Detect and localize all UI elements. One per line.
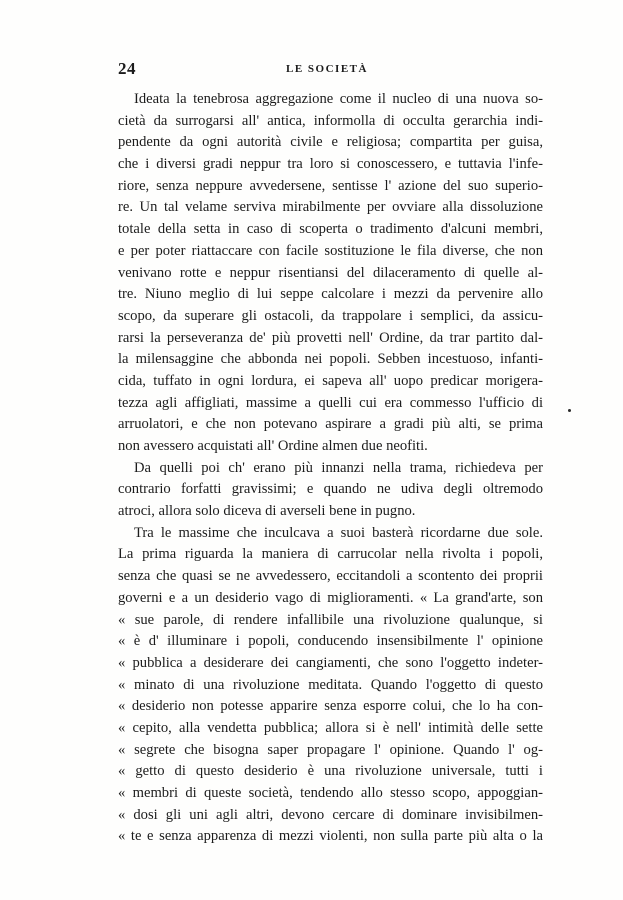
text-line: « cepito, alla vendetta pubblica; allora si è nell' intimità delle sette [118, 719, 543, 736]
text-line: « dosi gli uni agli altri, devono cercare di dominare invisibilmen- [118, 806, 543, 823]
text-line: re. Un tal velame serviva mirabilmente per ovviare alla dissoluzione [118, 199, 543, 216]
text-line: contrario forfatti gravissimi; e quando ne udiva degli oltremodo [118, 481, 543, 498]
text-line: Ideata la tenebrosa aggregazione come il nucleo di una nuova so- [134, 91, 543, 107]
text-line: « è d' illuminare i popoli, conducendo insensibilmente l' opinione [118, 633, 543, 650]
text-line: riore, senza neppure avvedersene, sentisse l' azione del suo superio- [118, 177, 543, 194]
text-line: non avessero acquistati all' Ordine almen due neofiti. [118, 438, 428, 454]
text-line: pendente da ogni autorità civile e religiosa; compartita per guisa, [118, 134, 543, 151]
text-line: La prima riguarda la maniera di carrucolar nella rivolta i popoli, [118, 546, 543, 563]
text-line: « pubblica a desiderare dei cangiamenti, che sono l'oggetto indeter- [118, 654, 543, 671]
page-header [118, 59, 543, 81]
text-line: « te e senza apparenza di mezzi violenti, non sulla parte più alta o la [118, 828, 543, 845]
text-line: la milensaggine che abbonda nei popoli. Sebben incestuoso, infanti- [118, 351, 543, 368]
running-title: LE SOCIETÀ [286, 63, 368, 75]
text-line: Tra le massime che inculcava a suoi basterà ricordarne due sole. [134, 524, 543, 541]
text-line: totale della setta in caso di scoperta o tradimento d'alcuni membri, [118, 221, 543, 238]
text-line: governi e a un desiderio vago di miglioramenti. « La grand'arte, son [118, 589, 543, 606]
text-line: venivano rotte e neppur risentiansi del dilaceramento di quelle al- [118, 264, 543, 281]
text-line: scopo, da superare gli ostacoli, da trappolare i semplici, da assicu- [118, 307, 543, 324]
text-line: « minato di una rivoluzione meditata. Quando l'oggetto di questo [118, 676, 543, 693]
text-line: « getto di questo desiderio è una rivoluzione universale, tutti i [118, 763, 543, 780]
text-line: Da quelli poi ch' erano più innanzi nella trama, richiedeva per [134, 459, 543, 476]
text-line: arruolatori, e che non potevano aspirare a gradi più alti, se prima [118, 416, 543, 433]
text-line: atroci, allora solo diceva di averseli bene in pugno. [118, 503, 416, 520]
text-line: cida, tuffato in ogni lordura, ei sapeva all' uopo predicar morigera- [118, 372, 543, 389]
text-line: tre. Niuno meglio di lui seppe calcolare i mezzi da pervenire allo [118, 286, 543, 303]
text-line: tezza agli affigliati, massime a quelli cui era commesso l'ufficio di [118, 394, 543, 411]
text-line: « sue parole, di rendere infallibile una rivoluzione qualunque, si [118, 611, 543, 628]
page-number: 24 [118, 59, 136, 78]
text-line: senza che quasi se ne avvedessero, eccitandoli a scontento dei proprii [118, 568, 543, 585]
margin-dot [568, 409, 571, 412]
text-line: e per poter riattaccare con facile sostituzione le fila diverse, che non [118, 242, 543, 259]
body-text [118, 89, 543, 848]
text-line: « membri di queste società, tendendo allo stesso scopo, appoggian- [118, 785, 543, 801]
text-line: che i diversi gradi neppur tra loro si conoscessero, e tuttavia l'infe- [118, 156, 543, 173]
text-line: rarsi la perseveranza de' più provetti nell' Ordine, da trar partito dal- [118, 329, 543, 346]
text-line: « segrete che bisogna saper propagare l' opinione. Quando l' og- [118, 741, 543, 758]
text-line: cietà da surrogarsi all' antica, informolla di occulta gerarchia indi- [118, 112, 543, 129]
text-line: « desiderio non potesse apparire senza esporre colui, che lo ha con- [118, 698, 543, 715]
